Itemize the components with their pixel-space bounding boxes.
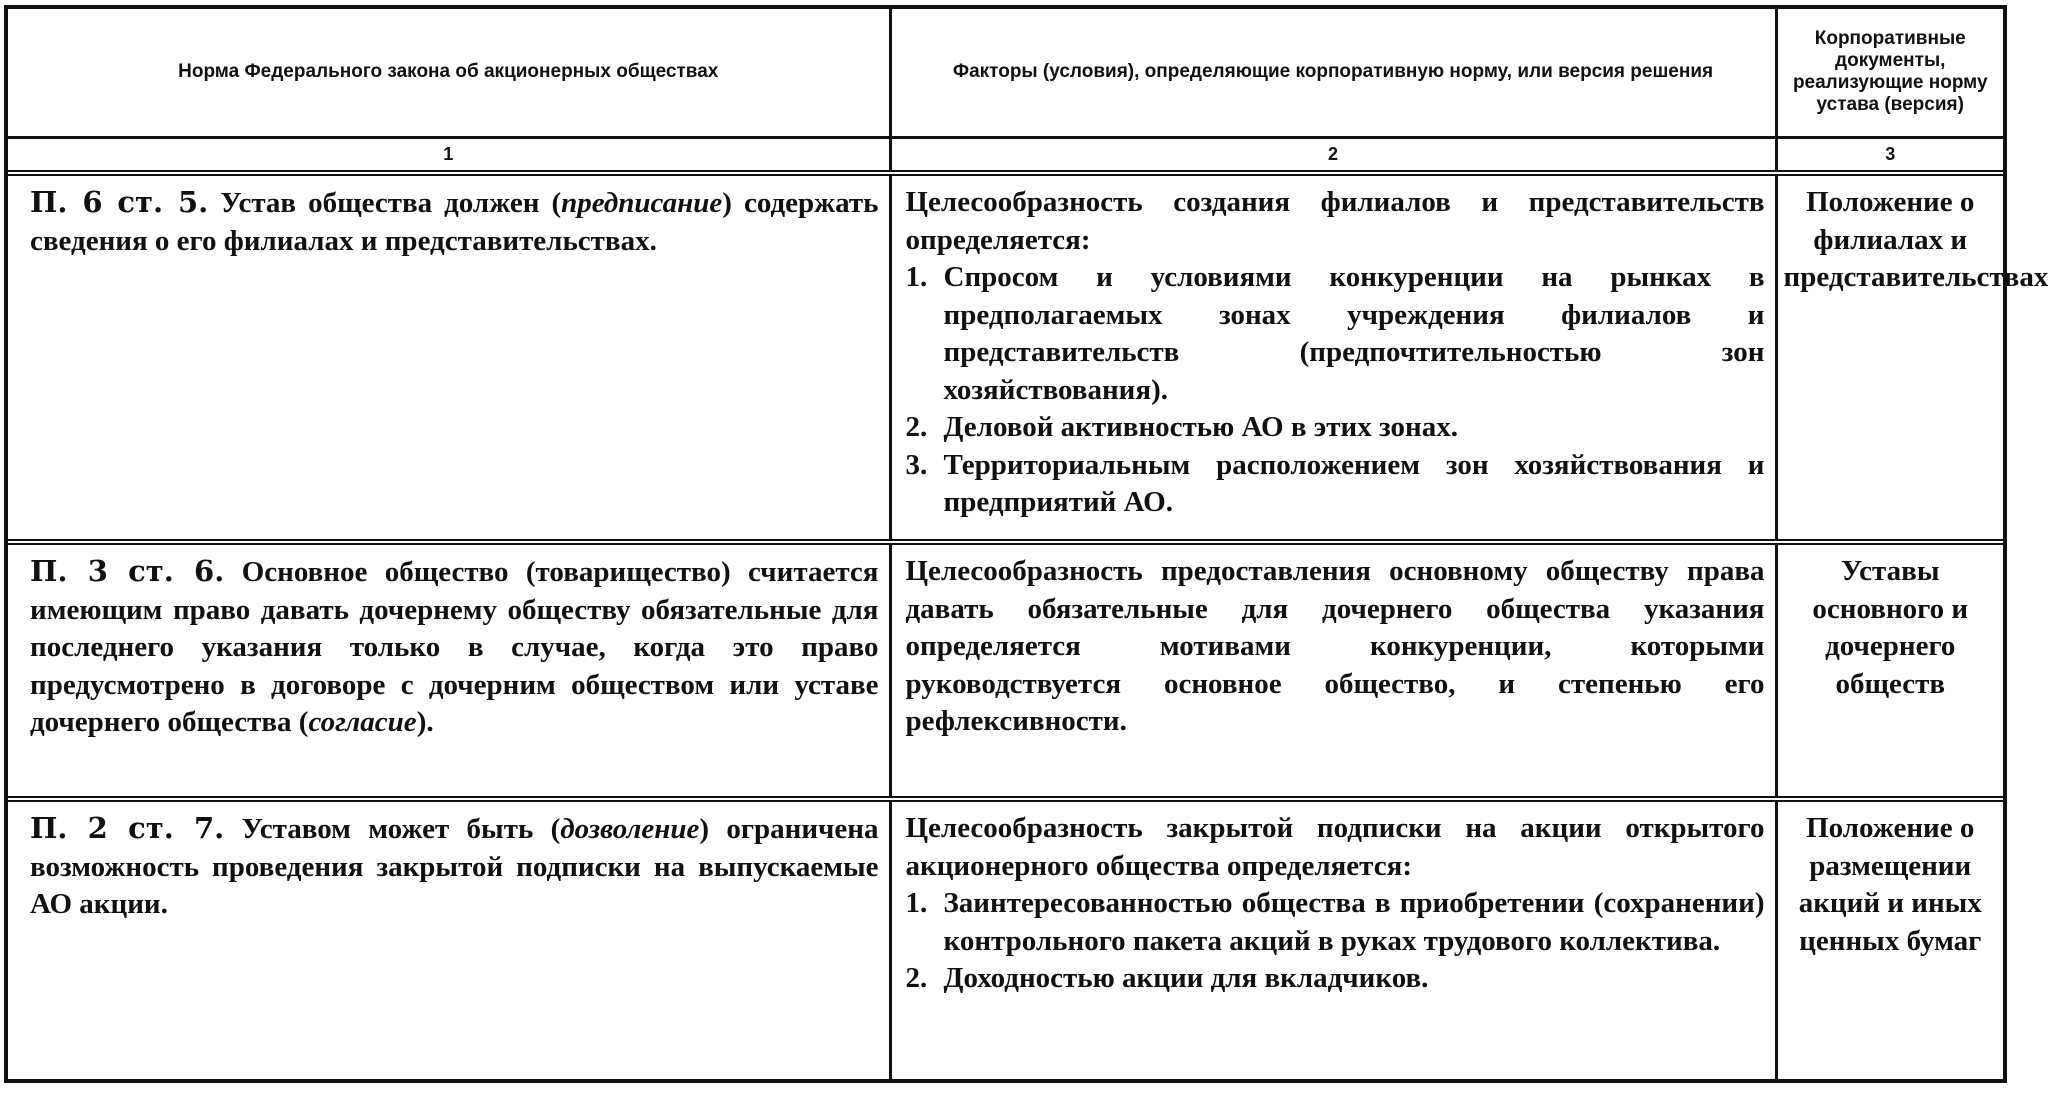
list-item-text: Спросом и условиями конкуренции на рынках в предполагаемых зонах учреждения филиалов и представительств (предпочтительностью зон хозяйствования).: [943, 261, 1765, 406]
factors-list: [906, 259, 1765, 522]
norm-text: ).: [416, 706, 434, 738]
list-item: [906, 960, 1765, 998]
header-corporate-documents: Корпоративные документы, реализующие норму устава (версия): [1776, 9, 2003, 137]
law-norm-cell: [8, 173, 890, 542]
list-item-text: Деловой активностью АО в этих зонах.: [943, 411, 1458, 443]
norm-text: Устав общества должен (: [220, 187, 562, 219]
norm-text: ) ограничена возможность проведения закрытой подписки на выпускаемые АО акции.: [30, 813, 879, 920]
list-item-number: 3.: [905, 448, 928, 481]
factors-intro: Целесообразность создания филиалов и представительств определяется:: [905, 186, 1765, 256]
norm-reference: П. 6 ст. 5.: [30, 185, 209, 219]
list-item-number: 2.: [905, 962, 928, 994]
documents-cell: Положение о размещении акций и иных ценных бумаг: [1798, 812, 1982, 957]
list-item-number: 2.: [905, 411, 928, 443]
header-factors: Факторы (условия), определяющие корпоративную норму, или версия решения: [890, 9, 1776, 137]
law-norm-cell: [8, 542, 890, 799]
table-row: [8, 799, 2003, 1079]
factors-intro: Целесообразность закрытой подписки на акции открытого акционерного общества определяется:: [905, 812, 1765, 882]
list-item-text: Заинтересованностью общества в приобретении (сохранении) контрольного пакета акций в руках трудового коллектива.: [943, 887, 1765, 957]
table-header-row: [8, 9, 2003, 137]
factors-list: [906, 885, 1765, 998]
list-item-text: Доходностью акции для вкладчиков.: [943, 962, 1429, 994]
norm-text: Уставом может быть (: [241, 813, 561, 845]
list-item-number: 1.: [905, 887, 928, 919]
documents-cell: Уставы основного и дочернего обществ: [1776, 542, 2003, 799]
list-item-text: Территориальным расположением зон хозяйствования и предприятий АО.: [943, 448, 1765, 518]
law-norm-cell: [8, 799, 890, 1079]
norm-reference: П. 3 ст. 6.: [30, 554, 225, 588]
column-number: 1: [8, 137, 890, 173]
document-table-frame: [4, 5, 2048, 1083]
list-item-number: 1.: [905, 261, 928, 293]
norm-type: согласие: [308, 706, 417, 738]
factors-intro: Целесообразность предоставления основному обществу права давать обязательные для дочернего общества указания определяется мотивами конкуренции, которыми руководствуется основное общество, и степенью его рефлексивности.: [905, 555, 1765, 737]
corporate-norms-table: [8, 9, 2048, 1079]
factors-cell: [890, 799, 1776, 1079]
norm-type: дозволение: [560, 813, 700, 845]
header-law-norm: Норма Федерального закона об акционерных обществах: [8, 9, 890, 137]
table-row: [8, 173, 2003, 542]
factors-cell: [890, 542, 1776, 799]
norm-text: ) содержать сведения о его филиалах и представительствах.: [30, 187, 879, 257]
list-item: [906, 885, 1765, 960]
norm-type: предписание: [561, 187, 723, 219]
list-item: [906, 409, 1765, 447]
norm-reference: П. 2 ст. 7.: [30, 811, 225, 845]
list-item: [906, 447, 1765, 522]
factors-cell: [890, 173, 1776, 542]
documents-cell: Положение о филиалах и представительствах: [1776, 173, 2003, 542]
table-row: [8, 542, 2003, 799]
norm-text: Основное общество (товарищество) считается имеющим право давать дочернему обществу обязательные для последнего указания только в случае, когда это право предусмотрено в договоре с дочерним обществом или уставе дочернего общества (: [30, 556, 879, 738]
column-number-row: [8, 137, 2003, 173]
list-item: [906, 259, 1765, 409]
column-number: 2: [890, 137, 1776, 173]
column-number: 3: [1776, 137, 2003, 173]
